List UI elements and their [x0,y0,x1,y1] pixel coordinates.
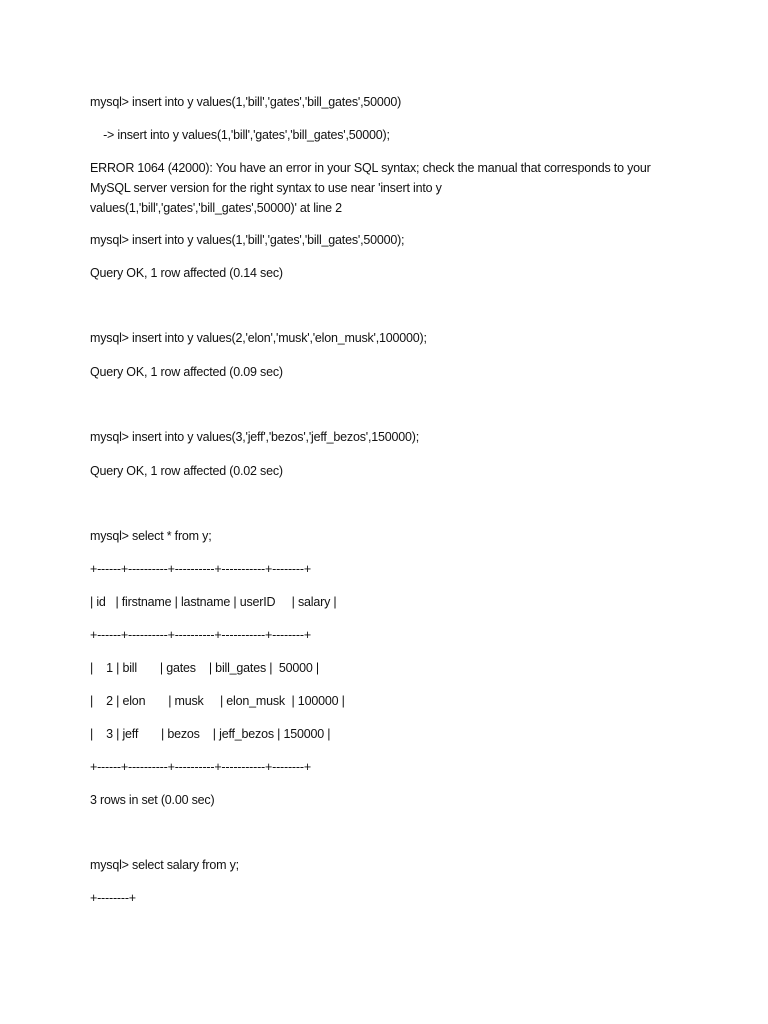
query-result-line: Query OK, 1 row affected (0.09 sec) [90,365,283,379]
mysql-command-line: mysql> insert into y values(1,'bill','gates','bill_gates',50000) [90,95,402,109]
query-result-line: Query OK, 1 row affected (0.14 sec) [90,266,283,280]
query-result-line: 3 rows in set (0.00 sec) [90,793,215,807]
error-line: values(1,'bill','gates','bill_gates',50000)' at line 2 [90,201,342,215]
mysql-command-line: mysql> insert into y values(1,'bill','gates','bill_gates',50000); [90,233,405,247]
table-row: | 1 | bill | gates | bill_gates | 50000 | [90,661,319,675]
table-row: | 2 | elon | musk | elon_musk | 100000 | [90,694,345,708]
query-result-line: Query OK, 1 row affected (0.02 sec) [90,464,283,478]
error-line: MySQL server version for the right syntax to use near 'insert into y [90,181,442,195]
table-border-line: +--------+ [90,891,136,905]
table-header-row: | id | firstname | lastname | userID | salary | [90,595,337,609]
table-border-line: +------+----------+----------+-----------+--------+ [90,760,311,774]
mysql-command-line: mysql> insert into y values(3,'jeff','bezos','jeff_bezos',150000); [90,430,419,444]
mysql-continuation-line: -> insert into y values(1,'bill','gates','bill_gates',50000); [90,128,390,142]
table-border-line: +------+----------+----------+-----------+--------+ [90,562,311,576]
mysql-command-line: mysql> select * from y; [90,529,212,543]
error-line: ERROR 1064 (42000): You have an error in your SQL syntax; check the manual that corresponds to your [90,161,651,175]
table-row: | 3 | jeff | bezos | jeff_bezos | 150000 | [90,727,331,741]
table-border-line: +------+----------+----------+-----------+--------+ [90,628,311,642]
mysql-command-line: mysql> select salary from y; [90,858,239,872]
mysql-command-line: mysql> insert into y values(2,'elon','musk','elon_musk',100000); [90,331,427,345]
error-message [90,158,690,218]
